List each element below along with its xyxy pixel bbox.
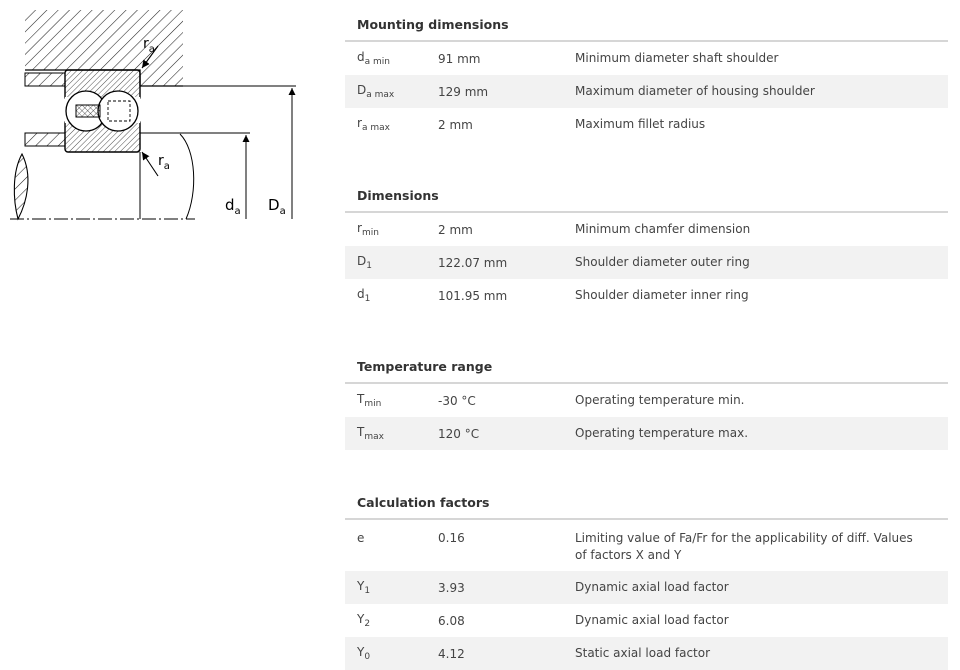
section-mounting-dimensions [345, 0, 948, 141]
symbol: $Y_1$ [357, 579, 371, 596]
shaft-shoulder [25, 133, 65, 146]
description: Operating temperature max. [575, 426, 749, 440]
table-row [345, 279, 948, 312]
description: Dynamic axial load factor [575, 613, 729, 627]
description: Maximum diameter of housing shoulder [575, 84, 815, 98]
description: Limiting value of Fa/Fr for the applicability of diff. Values of factors X and Y [575, 531, 913, 562]
symbol: $D_{a max}$ [357, 83, 395, 100]
value: 2 mm [438, 222, 473, 237]
value: 91 mm [438, 51, 481, 66]
table-row [345, 637, 948, 670]
description: Minimum diameter shaft shoulder [575, 51, 779, 65]
value: 122.07 mm [438, 255, 508, 270]
value: -30 °C [438, 393, 476, 408]
symbol: $d_1$ [357, 287, 371, 304]
section-title: Calculation factors [345, 478, 948, 520]
bearing-mounting-diagram [0, 0, 330, 250]
section-spacer [345, 450, 948, 478]
description: Shoulder diameter outer ring [575, 255, 750, 269]
value: 4.12 [438, 646, 465, 661]
symbol: $Y_0$ [357, 645, 371, 662]
table-row [345, 213, 948, 246]
description: Shoulder diameter inner ring [575, 288, 749, 302]
description: Operating temperature min. [575, 393, 745, 407]
section-title: Mounting dimensions [345, 0, 948, 42]
section-calculation-factors [345, 478, 948, 670]
symbol: $Y_2$ [357, 612, 371, 629]
ra-bottom-label: $r_a$ [158, 153, 170, 172]
section-temperature-range [345, 342, 948, 450]
description: Minimum chamfer dimension [575, 222, 751, 236]
value: 6.08 [438, 613, 465, 628]
table-row [345, 417, 948, 450]
symbol: $d_{a min}$ [357, 50, 390, 67]
ball-right [98, 91, 138, 131]
table-row [345, 604, 948, 637]
value: 120 °C [438, 426, 480, 441]
value: 2 mm [438, 117, 473, 132]
value: 3.93 [438, 580, 465, 595]
symbol: $r_{a max}$ [357, 116, 390, 133]
symbol: $D_1$ [357, 254, 372, 271]
section-dimensions [345, 171, 948, 312]
table-row [345, 520, 948, 571]
table-row [345, 384, 948, 417]
symbol: $T_{min}$ [357, 392, 382, 409]
ra-top-label: $r_a$ [143, 36, 155, 55]
specification-tables [345, 0, 948, 670]
shaft-profile [180, 134, 194, 219]
value: 0.16 [438, 531, 465, 545]
Da-label: $D_a$ [268, 196, 286, 217]
cage [76, 105, 100, 117]
description: Dynamic axial load factor [575, 580, 729, 594]
ra-bottom-arrow [142, 152, 158, 176]
da-label: $d_a$ [225, 196, 241, 217]
section-title: Dimensions [345, 171, 948, 213]
symbol: e [357, 531, 365, 545]
table-row [345, 246, 948, 279]
table-row [345, 42, 948, 75]
table-row [345, 571, 948, 604]
section-title: Temperature range [345, 342, 948, 384]
description: Maximum fillet radius [575, 117, 706, 131]
symbol: $r_{min}$ [357, 221, 379, 238]
symbol: $T_{max}$ [357, 425, 384, 442]
description: Static axial load factor [575, 646, 711, 660]
section-spacer [345, 312, 948, 342]
value: 129 mm [438, 84, 489, 99]
housing-shoulder [25, 73, 65, 86]
value: 101.95 mm [438, 288, 508, 303]
table-row [345, 108, 948, 141]
section-spacer [345, 141, 948, 171]
shaft-end [14, 154, 28, 219]
table-row [345, 75, 948, 108]
